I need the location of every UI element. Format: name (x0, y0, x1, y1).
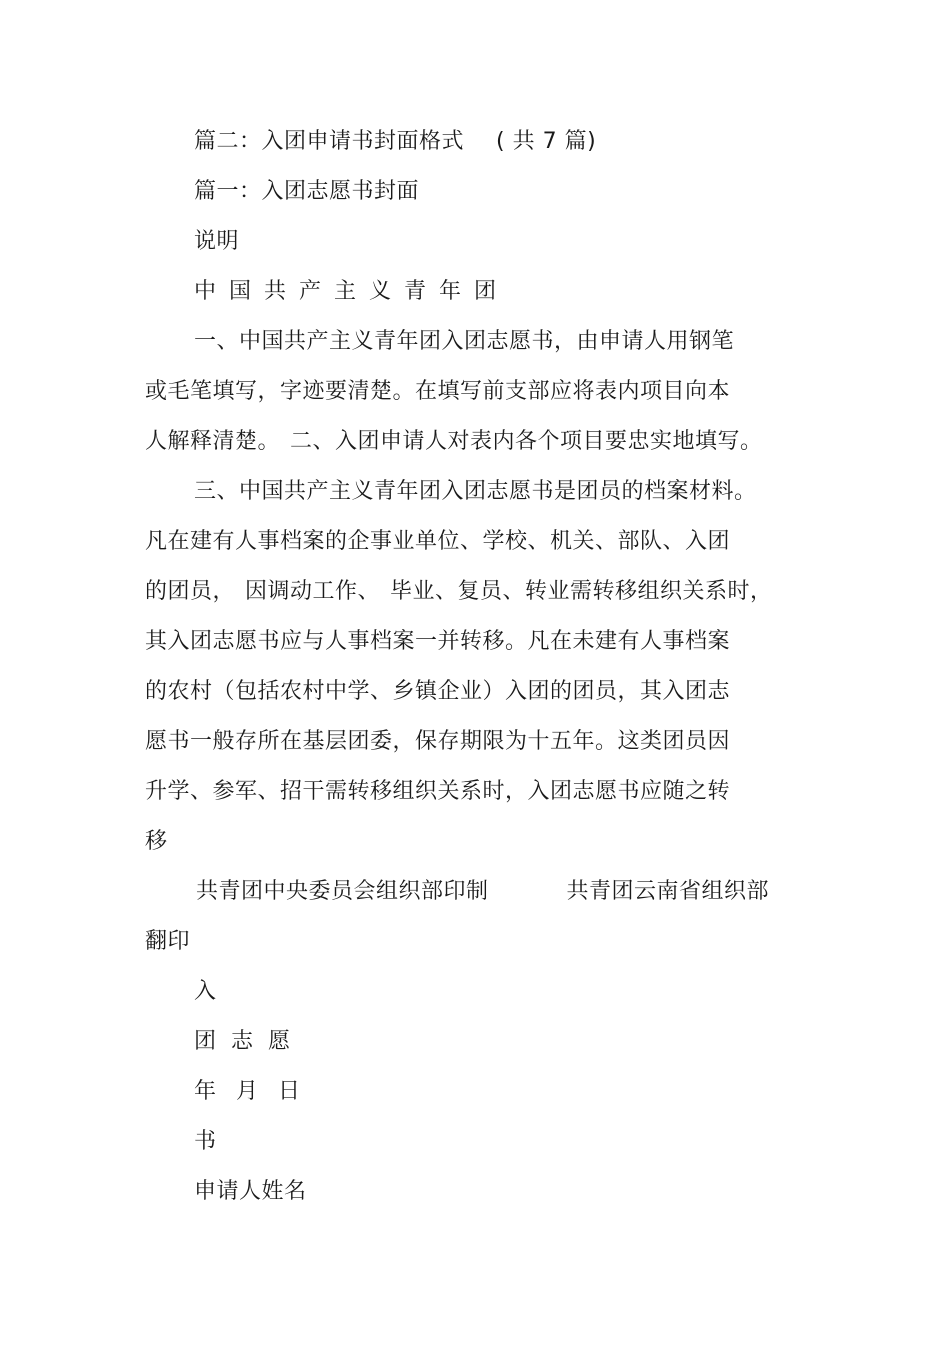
paragraph-3-line-3 (145, 578, 773, 606)
paragraph-2-text: 二、入团申请人对表内各个项目要忠实地填写。 (290, 429, 763, 454)
paragraph-1-line-3 (145, 428, 763, 456)
cover-date: 年 月 日 (194, 1079, 302, 1104)
paragraph-1-line-1: 一、中国共产主义青年团入团志愿书，由申请人用钢笔 (194, 329, 735, 354)
print-credit-tail: 翻印 (145, 929, 191, 954)
heading-part-two (194, 128, 596, 156)
heading-part-two-title: 篇二：入团申请书封面格式 (194, 129, 465, 154)
paragraph-3-line-7: 升学、参军、招干需转移组织关系时，入团志愿书应随之转 (145, 779, 731, 804)
paragraph-3-line-2: 凡在建有人事档案的企事业单位、学校、机关、部队、入团 (145, 529, 731, 554)
cover-text-1: 入 (194, 979, 217, 1004)
paragraph-3-line-5: 的农村（包括农村中学、乡镇企业）入团的团员，其入团志 (145, 679, 731, 704)
paragraph-3-line-3-c: 毕业、复员、转业需转移组织关系时， (390, 579, 773, 604)
print-credit-yunnan: 共青团云南省组织部 (566, 879, 770, 904)
org-name-spaced: 中国共产主义青年团 (194, 279, 510, 304)
print-credit-central: 共青团中央委员会组织部印制 (196, 879, 489, 904)
cover-text-4: 书 (194, 1129, 217, 1154)
cover-text-2: 团 志 愿 (194, 1029, 294, 1054)
heading-part-one: 篇一：入团志愿书封面 (194, 179, 420, 204)
paragraph-3-line-4: 其入团志愿书应与人事档案一并转移。凡在未建有人事档案 (145, 629, 731, 654)
paragraph-1-line-2: 或毛笔填写，字迹要清楚。在填写前支部应将表内项目向本 (145, 379, 731, 404)
paragraph-3-line-6: 愿书一般存所在基层团委，保存期限为十五年。这类团员因 (145, 729, 731, 754)
paragraph-3-line-3-a: 的团员， (145, 579, 236, 604)
applicant-name-label: 申请人姓名 (194, 1179, 307, 1204)
print-credit (196, 878, 769, 906)
paragraph-3-line-8: 移 (145, 829, 168, 854)
note-title: 说明 (194, 229, 240, 254)
heading-part-two-count: ( 共 7 篇) (496, 129, 597, 154)
paragraph-3-line-3-b: 因调动工作、 (245, 579, 381, 604)
paragraph-3-line-1: 三、中国共产主义青年团入团志愿书是团员的档案材料。 (194, 479, 757, 504)
paragraph-1-line-3-a: 人解释清楚。 (145, 429, 281, 454)
